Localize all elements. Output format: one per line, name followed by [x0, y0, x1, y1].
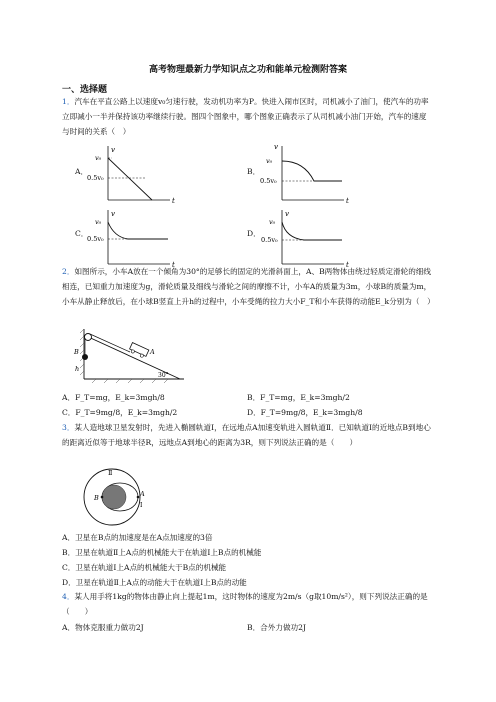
point-a-label: A [140, 490, 145, 498]
earth [102, 485, 126, 509]
question-text: 如图所示，小车A放在一个倾角为30°的足够长的固定的光滑斜面上，A、B两物体由绕过轻质定滑轮的细线相连，已知重力加速度为g，滑轮质量及细线与滑轮之间的摩擦不计，小车A的质量为3m，小球B的质量为m，小车从静止释放后，在小球B竖直上升h的过程中，小车受绳的拉力大小F_T和小车获得的动能E_k分别为（ ） [62, 267, 435, 306]
angle-label: 30° [158, 372, 169, 379]
question-text: 某人造地球卫星发射时，先进入椭圆轨道Ⅰ，在远地点A加速变轨进入圆轨道Ⅱ．已知轨道Ⅰ的近地点B到地心的距离近似等于地球半径R，远地点A到地心的距离为3R，则下列说法正确的是（ ） [62, 423, 431, 447]
rope-to-car [90, 334, 130, 352]
v-axis-label: v [111, 210, 115, 218]
option-b: B．合外力做功2J [247, 623, 307, 632]
velocity-curve [282, 161, 342, 181]
option-label: C． [75, 229, 89, 238]
question-number: 3． [62, 423, 75, 432]
half-label: 0.5v₀ [87, 174, 104, 182]
option-d: D．卫星在轨道Ⅱ上A点的动能大于在轨道Ⅰ上B点的动能 [62, 578, 247, 587]
car-label: A [150, 348, 155, 356]
question-1 [62, 95, 434, 139]
question-3 [62, 421, 434, 451]
v-axis-label: v [274, 143, 278, 151]
option-b: B．卫星在轨道Ⅱ上A点的机械能大于在轨道Ⅰ上B点的机械能 [62, 548, 262, 557]
half-label: 0.5v₀ [87, 235, 104, 243]
section-heading: 一、选择题 [62, 85, 108, 95]
option-c: C．卫星在轨道Ⅰ上A点的机械能大于B点的机械能 [62, 563, 227, 572]
graph-c [88, 207, 178, 267]
v0-label: v₀ [95, 218, 102, 226]
h-label: h [75, 365, 80, 373]
question-4 [62, 590, 434, 620]
question-text: 汽车在平直公路上以速度v₀匀速行驶，发动机功率为P。快进入闹市区时，司机减小了油门，使汽车的功率立即减小一半并保持该功率继续行驶。图四个图象中，哪个图象正确表示了从司机减小油门开始，汽车的速度与时间的关系（ ） [62, 97, 429, 136]
graph-a [88, 143, 178, 203]
velocity-curve [282, 222, 342, 240]
option-label: D． [247, 229, 261, 238]
t-axis-label: t [346, 197, 349, 205]
question-number: 4． [62, 592, 75, 601]
option-a: A．卫星在B点的加速度是在A点加速度的3倍 [62, 533, 213, 542]
incline-figure [72, 327, 192, 387]
question-number: 2． [62, 267, 75, 276]
option-a: A．物体克服重力做功2J [62, 623, 144, 632]
orbit-2-label: Ⅱ [108, 469, 113, 477]
v-axis-label: v [285, 210, 289, 218]
wall-hatching [80, 329, 84, 375]
v0-label: v₀ [266, 157, 273, 165]
point-b [101, 496, 104, 499]
orbit-figure [76, 467, 156, 527]
half-label: 0.5v₀ [260, 177, 277, 185]
velocity-curve [108, 222, 168, 239]
orbit-1-label: Ⅰ [140, 502, 143, 509]
t-axis-label: t [346, 261, 349, 269]
option-label: A． [75, 167, 89, 176]
half-label: 0.5v₀ [261, 236, 278, 244]
velocity-curve [108, 158, 152, 200]
option-d: D．F_T=9mg/8，E_k=3mgh/8 [247, 408, 363, 417]
question-number: 1． [62, 97, 75, 106]
doc-title: 高考物理最新力学知识点之功和能单元检测附答案 [148, 65, 347, 75]
option-b: B．F_T=mg，E_k=3mgh/2 [247, 393, 350, 402]
t-axis-label: t [172, 197, 175, 205]
graph-b [262, 143, 352, 203]
v0-label: v₀ [269, 218, 276, 226]
ball-b [82, 354, 88, 360]
option-c: C．F_T=9mg/8，E_k=3mgh/2 [62, 408, 178, 417]
question-text: 某人用手将1kg的物体由静止向上提起1m，这时物体的速度为2m/s（g取10m/s²），则下列说法正确的是（ ） [62, 592, 428, 616]
point-a [137, 496, 140, 499]
option-label: B． [247, 167, 261, 176]
graph-d [262, 207, 352, 267]
v-axis-label: v [111, 146, 115, 154]
question-2 [62, 265, 434, 309]
ground-hatching [92, 379, 168, 383]
point-b-label: B [94, 494, 99, 502]
option-a: A．F_T=mg，E_k=3mgh/8 [62, 393, 165, 402]
ball-label: B [74, 348, 79, 356]
v0-label: v₀ [95, 154, 102, 162]
t-axis-label: t [172, 261, 175, 269]
